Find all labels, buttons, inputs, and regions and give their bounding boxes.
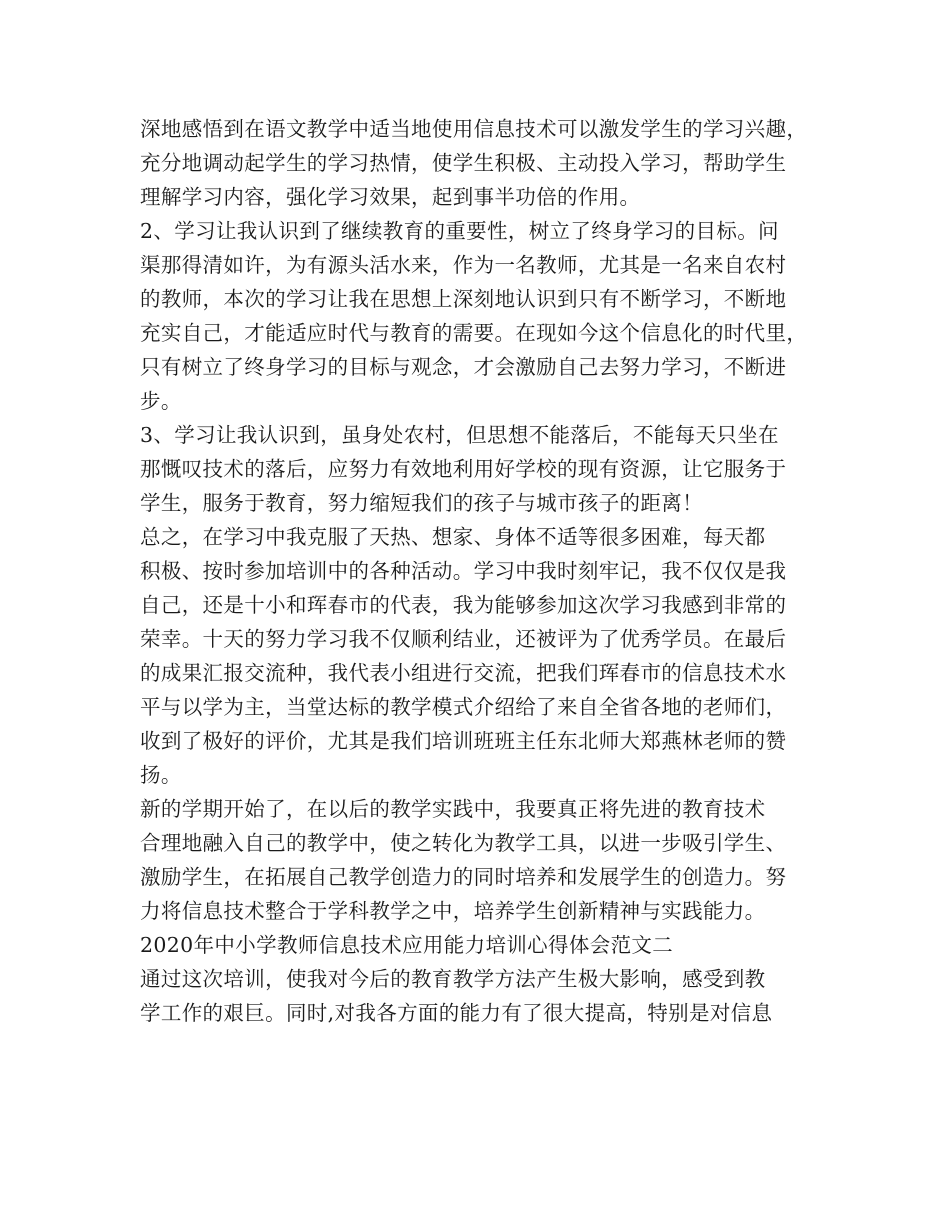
text-line: 扬。 bbox=[140, 763, 182, 787]
section-heading: 2020年中小学教师信息技术应用能力培训心得体会范文二 bbox=[140, 933, 674, 957]
text-line: 2、学习让我认识到了继续教育的重要性，树立了终身学习的目标。问 bbox=[140, 219, 779, 243]
text-line: 学生，服务于教育，努力缩短我们的孩子与城市孩子的距离！ bbox=[140, 491, 703, 515]
text-line: 渠那得清如许，为有源头活水来，作为一名教师，尤其是一名来自农村 bbox=[140, 253, 787, 277]
text-line: 激励学生，在拓展自己教学创造力的同时培养和发展学生的创造力。努 bbox=[140, 865, 787, 889]
text-line: 理解学习内容，强化学习效果，起到事半功倍的作用。 bbox=[140, 185, 641, 209]
text-line: 深地感悟到在语文教学中适当地使用信息技术可以激发学生的学习兴趣， bbox=[140, 117, 808, 141]
text-line: 的教师，本次的学习让我在思想上深刻地认识到只有不断学习，不断地 bbox=[140, 287, 787, 311]
text-line: 自己，还是十小和珲春市的代表，我为能够参加这次学习我感到非常的 bbox=[140, 593, 787, 617]
text-line: 收到了极好的评价，尤其是我们培训班班主任东北师大郑燕林老师的赞 bbox=[140, 729, 787, 753]
text-line: 合理地融入自己的教学中，使之转化为教学工具，以进一步吸引学生、 bbox=[140, 831, 787, 855]
text-line: 的成果汇报交流种，我代表小组进行交流，把我们珲春市的信息技术水 bbox=[140, 661, 787, 685]
text-line: 新的学期开始了，在以后的教学实践中，我要真正将先进的教育技术 bbox=[140, 797, 766, 821]
text-line: 步。 bbox=[140, 389, 182, 413]
text-line: 充分地调动起学生的学习热情，使学生积极、主动投入学习，帮助学生 bbox=[140, 151, 787, 175]
text-line: 荣幸。十天的努力学习我不仅顺利结业，还被评为了优秀学员。在最后 bbox=[140, 627, 787, 651]
text-line: 只有树立了终身学习的目标与观念，才会激励自己去努力学习，不断进 bbox=[140, 355, 787, 379]
document-body bbox=[140, 112, 830, 1030]
text-line: 充实自己，才能适应时代与教育的需要。在现如今这个信息化的时代里， bbox=[140, 321, 808, 345]
text-line: 力将信息技术整合于学科教学之中，培养学生创新精神与实践能力。 bbox=[140, 899, 766, 923]
text-line: 学工作的艰巨。同时,对我各方面的能力有了很大提高，特别是对信息 bbox=[140, 1001, 773, 1025]
text-line: 平与以学为主，当堂达标的教学模式介绍给了来自全省各地的老师们， bbox=[140, 695, 787, 719]
text-line: 总之，在学习中我克服了天热、想家、身体不适等很多困难，每天都 bbox=[140, 525, 766, 549]
text-line: 那慨叹技术的落后，应努力有效地利用好学校的现有资源，让它服务于 bbox=[140, 457, 787, 481]
text-line: 通过这次培训，使我对今后的教育教学方法产生极大影响，感受到教 bbox=[140, 967, 766, 991]
text-line: 积极、按时参加培训中的各种活动。学习中我时刻牢记，我不仅仅是我 bbox=[140, 559, 787, 583]
text-line: 3、学习让我认识到，虽身处农村，但思想不能落后，不能每天只坐在 bbox=[140, 423, 779, 447]
